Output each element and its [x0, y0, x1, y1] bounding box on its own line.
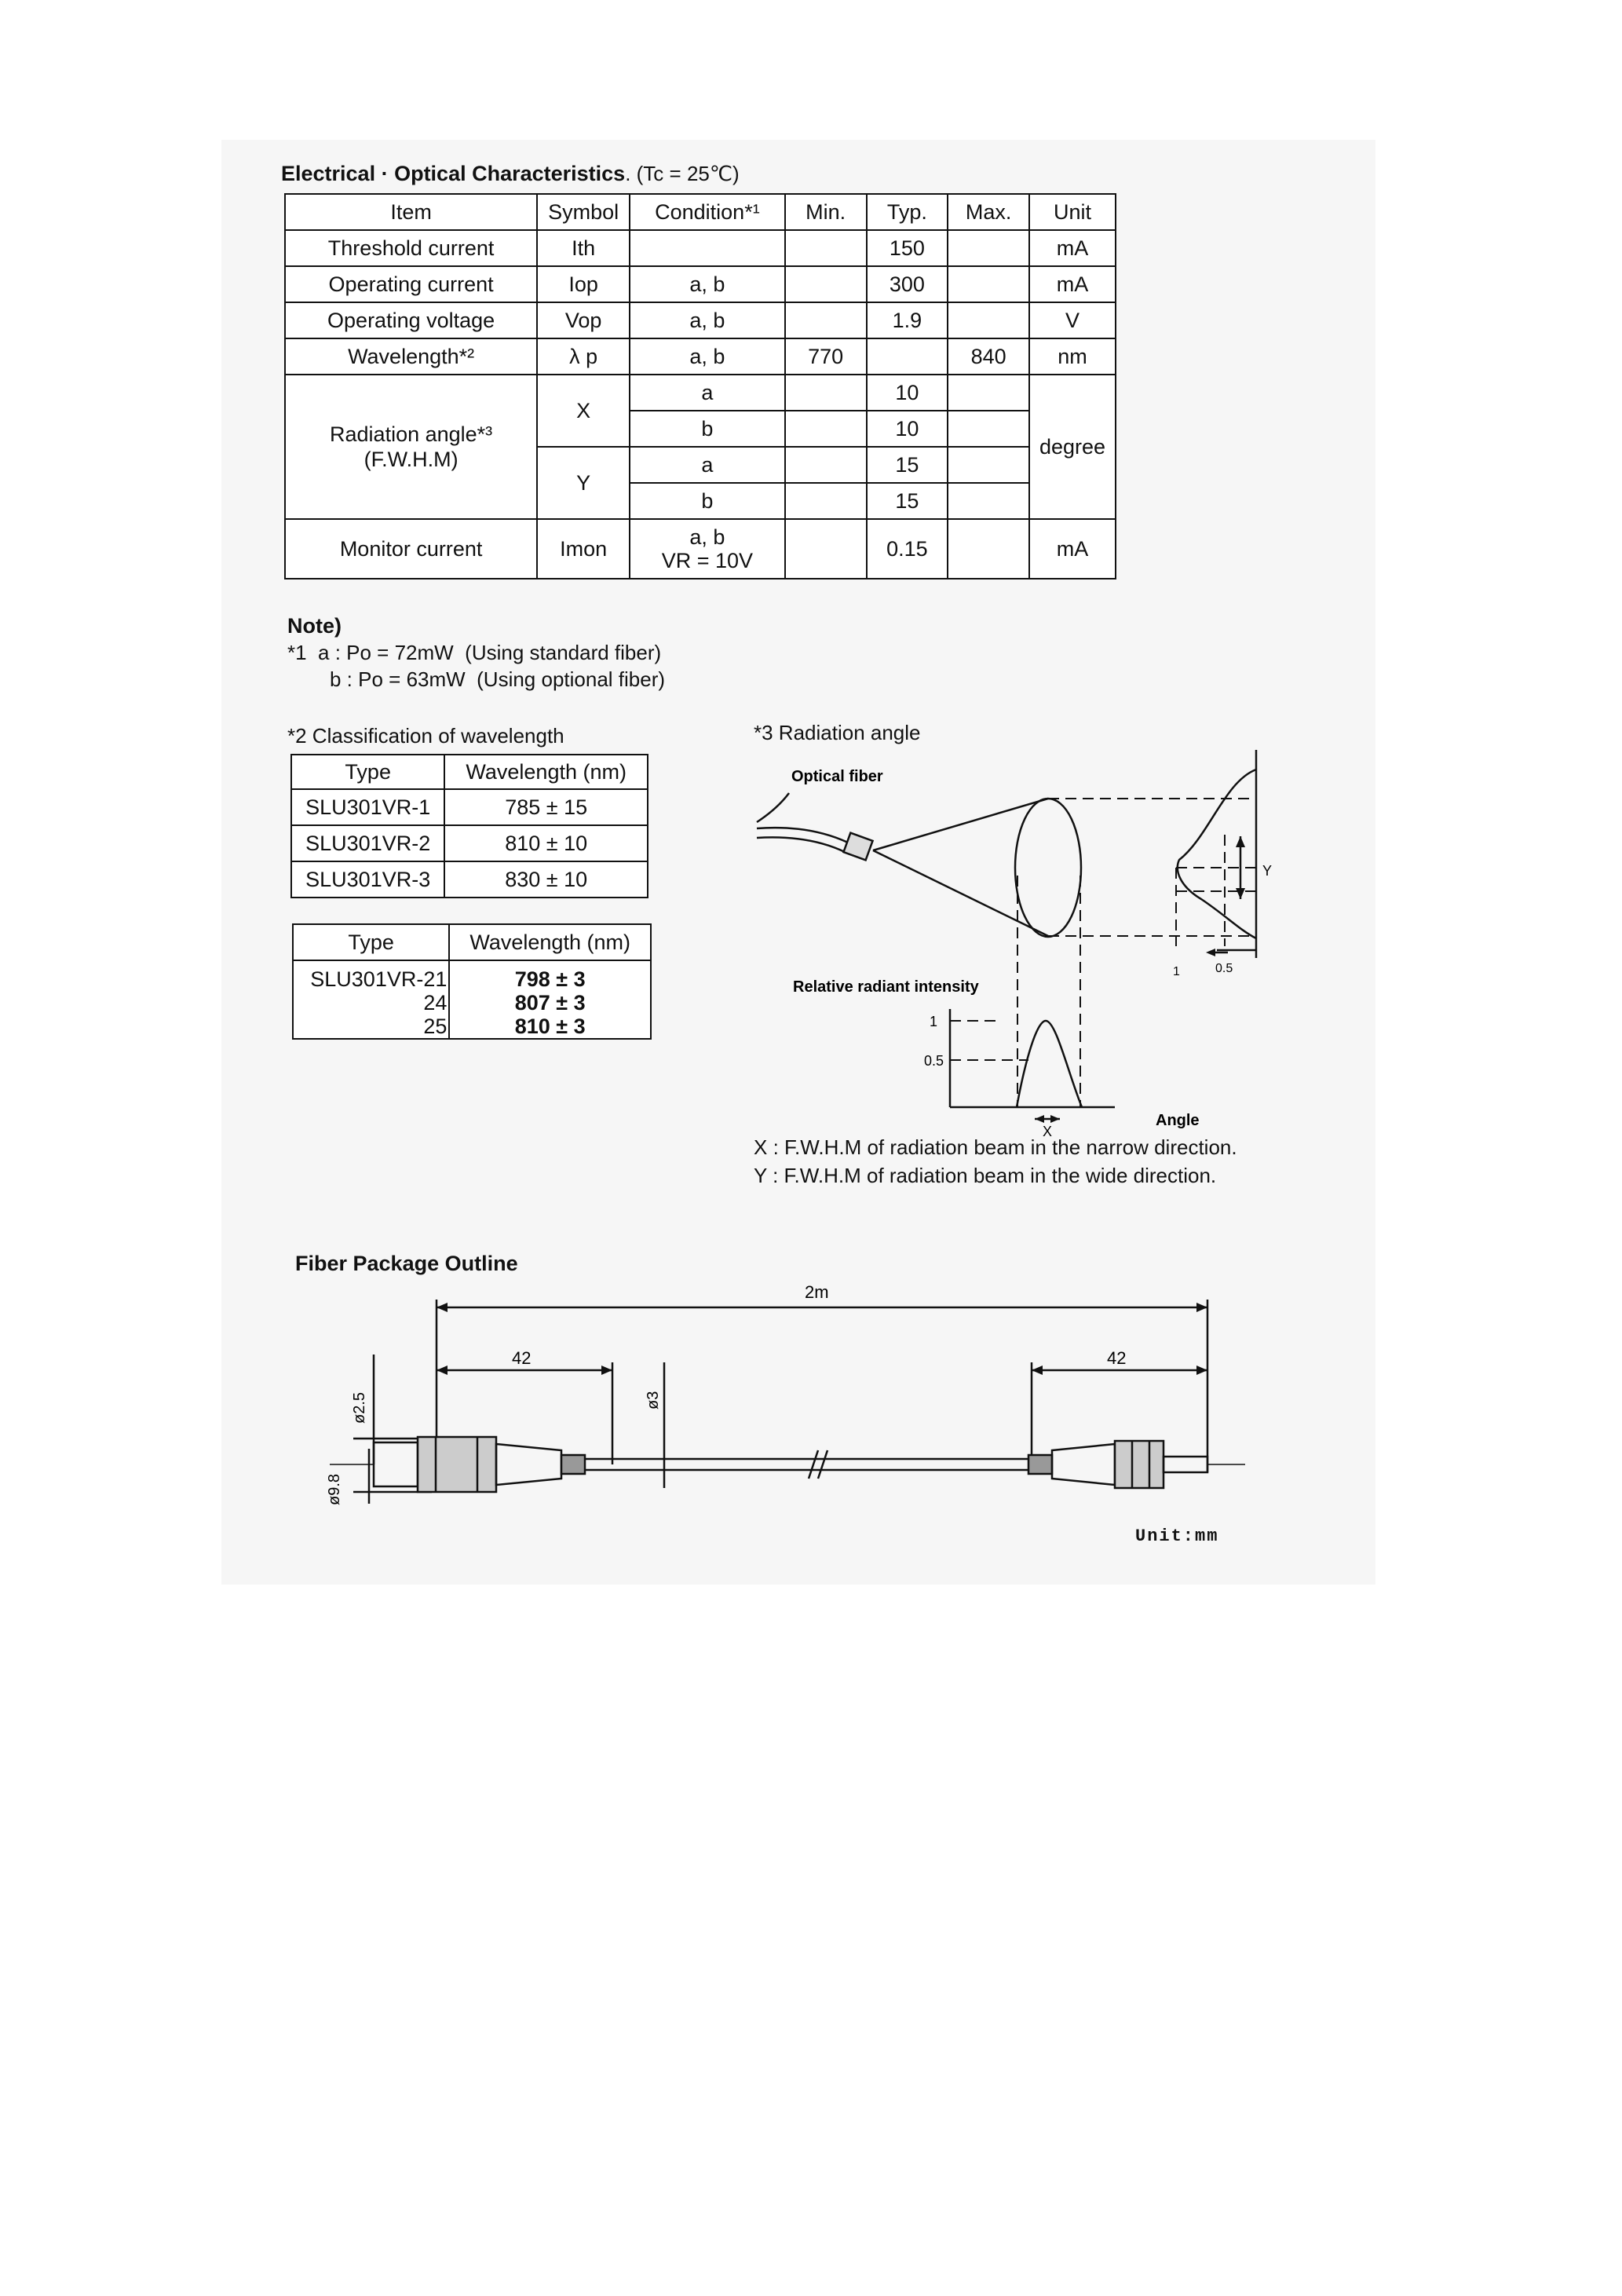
table-row — [291, 861, 648, 898]
note-title: Note) — [287, 614, 342, 638]
cell-min — [785, 230, 867, 266]
cell-symbol-x: X — [537, 375, 630, 447]
dim-42-right-label: 42 — [1107, 1348, 1127, 1368]
profile-half-label: 0.5 — [1215, 962, 1233, 975]
cell-unit: nm — [1029, 338, 1116, 375]
table-row-radiation — [285, 375, 1116, 411]
angle-label: Angle — [1156, 1112, 1200, 1129]
cell-min — [785, 411, 867, 447]
cell-typ — [867, 338, 948, 375]
elec-title: Electrical · Optical Characteristics — [281, 162, 626, 185]
cell-condition — [630, 519, 785, 579]
cell-condition: b — [630, 483, 785, 519]
profile-x-curve — [1017, 1021, 1082, 1107]
note-line-1: *1 a : Po = 72mW (Using standard fiber) — [287, 641, 662, 664]
wl2-value-0: 798 ± 3 — [514, 967, 586, 991]
cell-max — [948, 411, 1029, 447]
right-connector-body — [1115, 1441, 1164, 1488]
cell-max — [948, 230, 1029, 266]
cell-typ: 15 — [867, 483, 948, 519]
elec-title-line — [281, 162, 740, 186]
cell-max — [948, 375, 1029, 411]
dim-dia-large-label: ø9.8 — [326, 1473, 343, 1505]
wl2-type-0: SLU301VR-21 — [310, 967, 448, 991]
header-min: Min. — [785, 194, 867, 230]
cell-typ: 1.9 — [867, 302, 948, 338]
elec-condition: . (Tc = 25℃) — [625, 162, 740, 185]
cell-symbol: λ p — [537, 338, 630, 375]
wl-class-title: *2 Classification of wavelength — [287, 724, 564, 748]
cell-max: 840 — [948, 338, 1029, 375]
radiation-item-fwhm: (F.W.H.M) — [363, 448, 458, 471]
cell-min — [785, 266, 867, 302]
wl2-header-wavelength: Wavelength (nm) — [449, 924, 651, 960]
dim-42-right-arrow-r — [1196, 1366, 1207, 1375]
cell-type-list — [293, 960, 449, 1039]
radiation-fig-title: *3 Radiation angle — [754, 721, 921, 744]
table-row-monitor — [285, 519, 1116, 579]
table-row — [291, 789, 648, 825]
cell-min — [785, 447, 867, 483]
x-mark: X — [1043, 1124, 1053, 1139]
cell-item: Wavelength*² — [285, 338, 537, 375]
cell-min — [785, 375, 867, 411]
y-mark: Y — [1262, 863, 1273, 879]
wl-table-2 — [292, 923, 652, 1040]
left-connector-nose — [374, 1442, 418, 1486]
cell-typ: 300 — [867, 266, 948, 302]
cell-unit: mA — [1029, 230, 1116, 266]
table-row — [285, 266, 1116, 302]
cell-type: SLU301VR-1 — [291, 789, 444, 825]
break-mark-1 — [809, 1450, 818, 1479]
cell-max — [948, 483, 1029, 519]
right-boot — [1052, 1444, 1115, 1485]
note-line-2: b : Po = 63mW (Using optional fiber) — [330, 667, 666, 691]
wl-header-row — [291, 755, 648, 789]
cell-unit: V — [1029, 302, 1116, 338]
table-row — [285, 230, 1116, 266]
cell-typ: 0.15 — [867, 519, 948, 579]
x-arrow-head-left — [1035, 1115, 1044, 1123]
monitor-cond-2: VR = 10V — [661, 549, 754, 572]
beam-ellipse — [1015, 799, 1081, 937]
table-row — [291, 825, 648, 861]
header-symbol: Symbol — [537, 194, 630, 230]
cell-wavelength: 830 ± 10 — [444, 861, 648, 898]
x-arrow-head-right — [1050, 1115, 1060, 1123]
dim-42-left-arrow-l — [437, 1366, 448, 1375]
cell-min: 770 — [785, 338, 867, 375]
table-row — [285, 338, 1116, 375]
dim-2m-arrow-right — [1196, 1303, 1207, 1312]
cell-symbol-y: Y — [537, 447, 630, 519]
cell-item: Threshold current — [285, 230, 537, 266]
cell-condition: a, b — [630, 338, 785, 375]
left-connector-body — [418, 1437, 496, 1492]
fiber-ferrule — [843, 833, 872, 861]
cell-max — [948, 447, 1029, 483]
header-typ: Typ. — [867, 194, 948, 230]
header-unit: Unit — [1029, 194, 1116, 230]
header-max: Max. — [948, 194, 1029, 230]
cell-symbol: Imon — [537, 519, 630, 579]
cell-max — [948, 519, 1029, 579]
package-title: Fiber Package Outline — [295, 1252, 518, 1275]
table-row — [285, 302, 1116, 338]
break-mark-2 — [818, 1450, 827, 1479]
header-condition: Condition*¹ — [630, 194, 785, 230]
cell-typ: 10 — [867, 411, 948, 447]
cell-symbol: Ith — [537, 230, 630, 266]
cell-max — [948, 266, 1029, 302]
wl-header-type: Type — [291, 755, 444, 789]
y-arrow-head-bottom — [1236, 888, 1245, 899]
x-description: X : F.W.H.M of radiation beam in the narrow direction. — [754, 1135, 1237, 1159]
fiber-lead-line — [757, 793, 789, 822]
cell-item: Operating voltage — [285, 302, 537, 338]
cell-typ: 150 — [867, 230, 948, 266]
cell-typ: 15 — [867, 447, 948, 483]
wl2-type-2: 25 — [423, 1015, 448, 1038]
fiber-label: Optical fiber — [791, 768, 883, 785]
intensity-label: Relative radiant intensity — [793, 978, 979, 996]
wl2-value-1: 807 ± 3 — [514, 991, 586, 1015]
dim-2m-label: 2m — [805, 1282, 829, 1302]
unit-label: Unit:mm — [1135, 1526, 1219, 1546]
tick-half: 0.5 — [923, 1053, 944, 1069]
cell-wavelength-list — [449, 960, 651, 1039]
cell-wavelength: 785 ± 15 — [444, 789, 648, 825]
monitor-cond-1: a, b — [689, 525, 725, 549]
dim-2m-arrow-left — [437, 1303, 448, 1312]
wl2-value-2: 810 ± 3 — [514, 1015, 586, 1038]
right-connector-nose — [1164, 1457, 1207, 1472]
y-description: Y : F.W.H.M of radiation beam in the wide direction. — [754, 1164, 1217, 1187]
dim-42-right-arrow-l — [1032, 1366, 1043, 1375]
y-arrow-head-top — [1236, 836, 1245, 847]
dim-dia-small-label: ø2.5 — [351, 1391, 368, 1424]
beam-edge-bottom — [873, 850, 1048, 936]
elec-table — [284, 193, 1116, 579]
cell-type: SLU301VR-2 — [291, 825, 444, 861]
left-boot — [496, 1444, 561, 1485]
wl2-header-row — [293, 924, 651, 960]
wl-table-1 — [290, 754, 648, 898]
cell-item: Monitor current — [285, 519, 537, 579]
cell-typ: 10 — [867, 375, 948, 411]
cell-condition: a — [630, 375, 785, 411]
cell-condition: a — [630, 447, 785, 483]
cell-unit-degree: degree — [1029, 375, 1116, 519]
fiber-cable-bottom — [757, 837, 845, 852]
dim-42-left-label: 42 — [512, 1348, 532, 1368]
header-item: Item — [285, 194, 537, 230]
dim-42-left-arrow-r — [601, 1366, 612, 1375]
profile-one-label: 1 — [1173, 965, 1180, 978]
cell-min — [785, 519, 867, 579]
wl-header-wavelength: Wavelength (nm) — [444, 755, 648, 789]
table-row — [293, 960, 651, 1039]
cell-condition: a, b — [630, 302, 785, 338]
left-sleeve — [561, 1455, 585, 1474]
cell-min — [785, 302, 867, 338]
right-sleeve — [1028, 1455, 1052, 1474]
cell-symbol: Iop — [537, 266, 630, 302]
cell-unit: mA — [1029, 266, 1116, 302]
cell-radiation-item — [285, 375, 537, 519]
cell-condition: a, b — [630, 266, 785, 302]
radiation-diagram — [746, 750, 1311, 1143]
elec-header-row — [285, 194, 1116, 230]
cell-type: SLU301VR-3 — [291, 861, 444, 898]
cell-min — [785, 483, 867, 519]
wl2-header-type: Type — [293, 924, 449, 960]
cell-unit: mA — [1029, 519, 1116, 579]
cell-condition: b — [630, 411, 785, 447]
radiation-item-label: Radiation angle*³ — [330, 422, 493, 446]
wl2-type-1: 24 — [423, 991, 448, 1015]
cell-condition — [630, 230, 785, 266]
profile-y-curve — [1178, 770, 1256, 938]
cell-max — [948, 302, 1029, 338]
tick-one: 1 — [929, 1014, 937, 1029]
cell-wavelength: 810 ± 10 — [444, 825, 648, 861]
cell-symbol: Vop — [537, 302, 630, 338]
dim-dia-fiber-label: ø3 — [645, 1391, 662, 1409]
cell-item: Operating current — [285, 266, 537, 302]
one-arrow-head — [1206, 949, 1215, 956]
package-drawing — [306, 1276, 1280, 1531]
